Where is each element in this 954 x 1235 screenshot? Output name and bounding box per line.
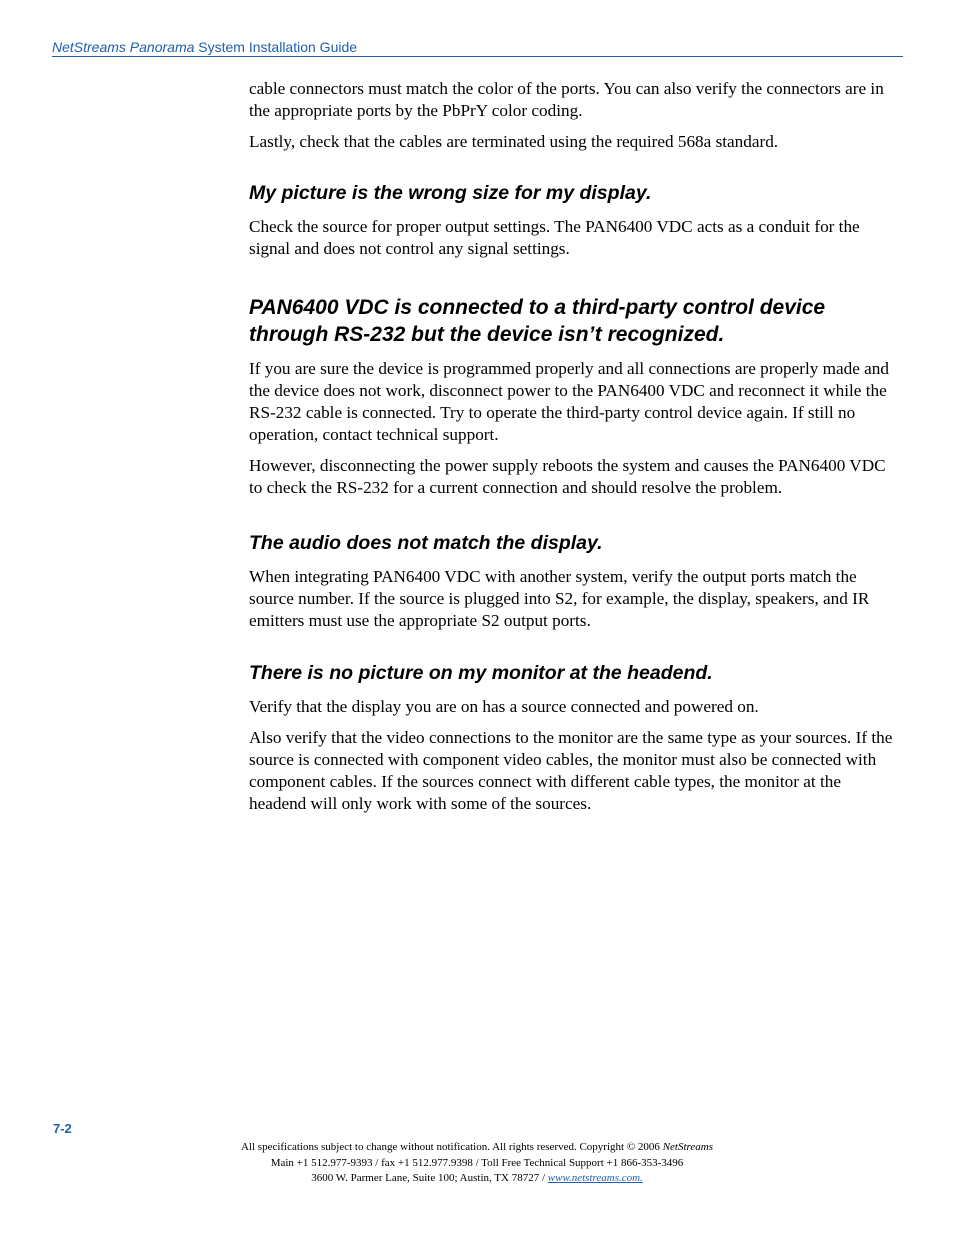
paragraph: If you are sure the device is programmed properly and all connections are properly made and the device does not work, disconnect power to the PAN6400 VDC and reconnect it while the RS-232 cable is connected. Try to operate the third-party control device again. If still no operation, contact technical support. — [249, 359, 889, 444]
footer-brand: NetStreams — [662, 1141, 713, 1153]
paragraph: Lastly, check that the cables are terminated using the required 568a standard. — [249, 132, 779, 151]
paragraph: When integrating PAN6400 VDC with another system, verify the output ports match the source number. If the source is plugged into S2, for example, the display, speakers, and IR emitters must use the appropriate S2 output ports. — [249, 567, 870, 630]
footer-copyright-line — [0, 1140, 954, 1156]
footer-address-text: 3600 W. Parmer Lane, Suite 100; Austin, TX 78727 / — [311, 1172, 548, 1184]
section-heading: There is no picture on my monitor at the headend. — [249, 662, 713, 684]
header-guide-title: System Installation Guide — [194, 39, 358, 55]
header-product-name: NetStreams Panorama — [52, 39, 195, 55]
running-header — [52, 38, 903, 57]
section-no-picture — [249, 660, 899, 815]
paragraph: Check the source for proper output settings. The PAN6400 VDC acts as a conduit for the signal and does not control any signal settings. — [249, 217, 860, 258]
section-audio-mismatch — [249, 530, 899, 632]
footer-contact-line: Main +1 512.977-9393 / fax +1 512.977.9398 / Toll Free Technical Support +1 866-353-3496 — [270, 1156, 684, 1169]
footer-address-line — [0, 1171, 954, 1187]
paragraph: cable connectors must match the color of the ports. You can also verify the connectors are in the appropriate ports by the PbPrY color coding. — [249, 79, 884, 120]
paragraph: Verify that the display you are on has a source connected and powered on. — [249, 697, 759, 716]
section-heading: The audio does not match the display. — [249, 532, 603, 554]
footer-website-link[interactable]: www.netstreams.com. — [547, 1172, 643, 1184]
section-heading: My picture is the wrong size for my display. — [249, 182, 652, 204]
section-rs232 — [249, 294, 899, 499]
section-continuation — [249, 78, 899, 153]
section-wrong-size — [249, 180, 899, 260]
footer-copyright-text: All specifications subject to change without notification. All rights reserved. Copyright © 2006 — [240, 1141, 663, 1153]
paragraph: However, disconnecting the power supply reboots the system and causes the PAN6400 VDC to check the RS-232 for a current connection and should resolve the problem. — [249, 456, 886, 497]
paragraph: Also verify that the video connections to the monitor are the same type as your sources. If the source is connected with component video cables, the monitor must also be connected with component cables. If the sources connect with different cable types, the monitor at the headend will only work with some of the sources. — [249, 728, 893, 813]
page-number: 7-2 — [53, 1121, 72, 1136]
page-footer — [0, 1140, 954, 1187]
main-content — [249, 78, 899, 824]
section-heading: PAN6400 VDC is connected to a third-party control device through RS-232 but the device isn’t recognized. — [249, 296, 826, 346]
